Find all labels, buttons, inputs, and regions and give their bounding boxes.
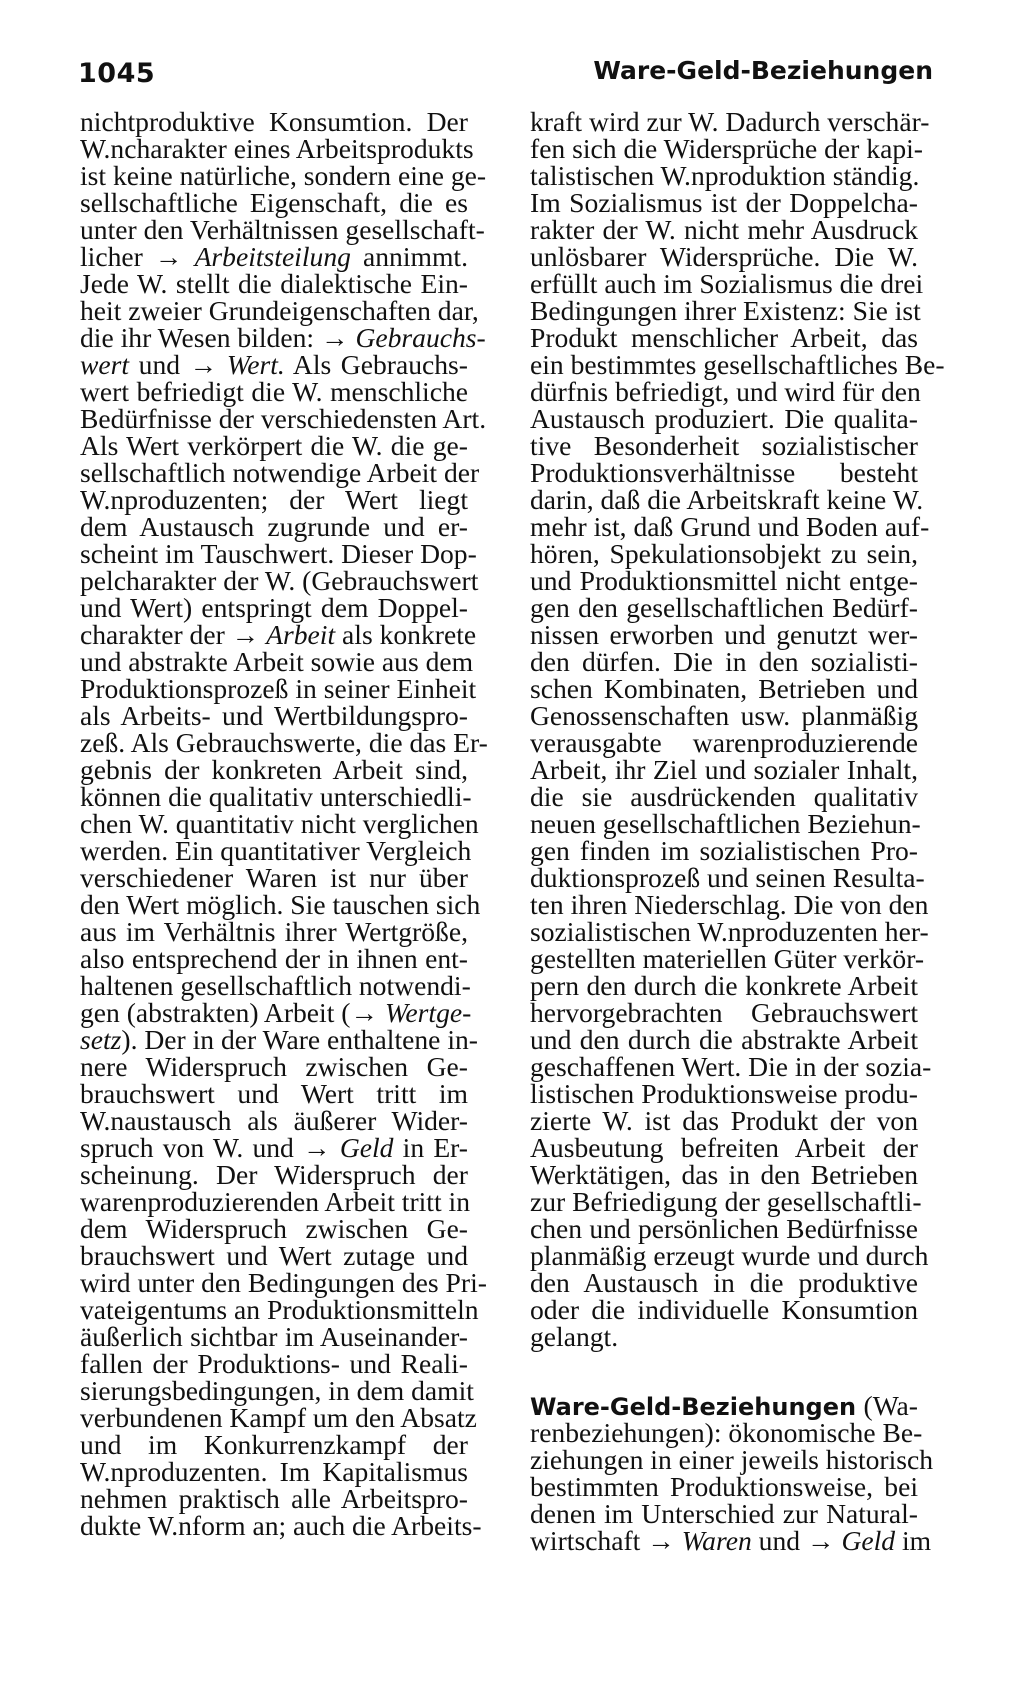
text-line: wert befriedigt die W. menschliche <box>80 376 468 407</box>
text-line: pern den durch die konkrete Arbeit <box>530 970 918 1001</box>
text-line: denen im Unterschied zur Natural- <box>530 1498 918 1529</box>
text-line: verausgabte warenproduzierende <box>530 727 918 758</box>
text-line: und im Konkurrenzkampf der <box>80 1429 468 1460</box>
text-line: listischen Produktionsweise produ- <box>530 1078 918 1109</box>
text-line: Bedürfnisse der verschiedensten Art. <box>80 403 487 434</box>
text-line: bestimmten Produktionsweise, bei <box>530 1471 918 1502</box>
right-text-column <box>530 106 945 1556</box>
text-line: Bedingungen ihrer Existenz: Sie ist <box>530 295 921 326</box>
text-line: nere Widerspruch zwischen Ge- <box>80 1051 468 1082</box>
text-line: sierungsbedingungen, in dem damit <box>80 1375 474 1406</box>
text-line: werden. Ein quantitativer Vergleich <box>80 835 472 866</box>
entry-first-line-rest: (Wa- <box>863 1390 918 1421</box>
text-line: ziehungen in einer jeweils historisch <box>530 1444 934 1475</box>
text-line: und abstrakte Arbeit sowie aus dem <box>80 646 474 677</box>
running-head: Ware-Geld-Beziehungen <box>593 56 933 85</box>
text-line: talistischen W.nproduktion ständig. <box>530 160 920 191</box>
text-line: darin, daß die Arbeitskraft keine W. <box>530 484 924 515</box>
entry-separator <box>530 1350 918 1392</box>
text-line: Im Sozialismus ist der Doppelcha- <box>530 187 918 218</box>
text-line: Ausbeutung befreiten Arbeit der <box>530 1132 918 1163</box>
text-line: den Austausch in die produktive <box>530 1267 918 1298</box>
text-line: hervorgebrachten Gebrauchswert <box>530 997 918 1028</box>
text-line: nissen erworben und genutzt wer- <box>530 619 918 650</box>
text-line: verbundenen Kampf um den Absatz <box>80 1402 477 1433</box>
text-line: nehmen praktisch alle Arbeitspro- <box>80 1483 468 1514</box>
text-line: renbeziehungen): ökonomische Be- <box>530 1417 923 1448</box>
text-line: oder die individuelle Konsumtion <box>530 1294 918 1325</box>
text-line: warenproduzierenden Arbeit tritt in <box>80 1186 471 1217</box>
text-line: gebnis der konkreten Arbeit sind, <box>80 754 468 785</box>
entry-body <box>530 1417 934 1556</box>
text-line: äußerlich sichtbar im Auseinander- <box>80 1321 468 1352</box>
text-line: charakter der → Arbeit als konkrete <box>80 619 477 650</box>
text-line: W.nproduzenten; der Wert liegt <box>80 484 468 515</box>
text-line: scheinung. Der Widerspruch der <box>80 1159 468 1190</box>
text-line: W.naustausch als äußerer Wider- <box>80 1105 468 1136</box>
text-line: ten ihren Niederschlag. Die von den <box>530 889 929 920</box>
text-line: sellschaftlich notwendige Arbeit der <box>80 457 480 488</box>
text-line: unlösbarer Widersprüche. Die W. <box>530 241 918 272</box>
text-line: und Wert) entspringt dem Doppel- <box>80 592 468 623</box>
text-line: licher → Arbeitsteilung annimmt. <box>80 241 468 272</box>
text-line: Arbeit, ihr Ziel und sozialer Inhalt, <box>530 754 918 785</box>
text-line: heit zweier Grundeigenschaften dar, <box>80 295 479 326</box>
text-line: ist keine natürliche, sondern eine ge- <box>80 160 487 191</box>
page-number: 1045 <box>78 58 156 89</box>
text-line: verschiedener Waren ist nur über <box>80 862 468 893</box>
text-line: wert und → Wert. Als Gebrauchs- <box>80 349 468 380</box>
text-line: schen Kombinaten, Betrieben und <box>530 673 918 704</box>
text-line: planmäßig erzeugt wurde und durch <box>530 1240 929 1271</box>
text-line: als Arbeits- und Wertbildungspro- <box>80 700 468 731</box>
text-line: sozialistischen W.nproduzenten her- <box>530 916 929 947</box>
text-line: und Produktionsmittel nicht entge- <box>530 565 918 596</box>
text-line: duktionsprozeß und seinen Resulta- <box>530 862 925 893</box>
text-line: kraft wird zur W. Dadurch verschär- <box>530 106 930 137</box>
text-line: ein bestimmtes gesellschaftliches Be- <box>530 349 945 380</box>
text-line: hören, Spekulationsobjekt zu sein, <box>530 538 918 569</box>
text-line: gen den gesellschaftlichen Bedürf- <box>530 592 918 623</box>
text-line: rakter der W. nicht mehr Ausdruck <box>530 214 918 245</box>
text-line: unter den Verhältnissen gesellschaft- <box>80 214 485 245</box>
text-line: die ihr Wesen bilden: → Gebrauchs- <box>80 322 486 353</box>
text-line: wirtschaft → Waren und → Geld im <box>530 1525 932 1556</box>
text-line: die sie ausdrückenden qualitativ <box>530 781 918 812</box>
text-line: Genossenschaften usw. planmäßig <box>530 700 918 731</box>
text-line: zeß. Als Gebrauchswerte, die das Er- <box>80 727 488 758</box>
text-line: mehr ist, daß Grund und Boden auf- <box>530 511 930 542</box>
text-line: gen finden im sozialistischen Pro- <box>530 835 918 866</box>
text-line: chen W. quantitativ nicht verglichen <box>80 808 479 839</box>
text-line: Produkt menschlicher Arbeit, das <box>530 322 918 353</box>
text-line: sellschaftliche Eigenschaft, die es <box>80 187 468 218</box>
text-line: Produktionsverhältnisse besteht <box>530 457 918 488</box>
text-line: zur Befriedigung der gesellschaftli- <box>530 1186 922 1217</box>
text-line: geschaffenen Wert. Die in der sozia- <box>530 1051 932 1082</box>
left-text-column <box>80 106 488 1541</box>
text-line: zierte W. ist das Produkt der von <box>530 1105 918 1136</box>
text-line: setz). Der in der Ware enthaltene in- <box>80 1024 478 1055</box>
text-line: brauchswert und Wert zutage und <box>80 1240 468 1271</box>
continued-entry-text <box>530 106 945 1352</box>
text-line: den dürfen. Die in den sozialisti- <box>530 646 918 677</box>
text-line: aus im Verhältnis ihrer Wertgröße, <box>80 916 468 947</box>
text-line: spruch von W. und → Geld in Er- <box>80 1132 468 1163</box>
text-line: W.nproduzenten. Im Kapitalismus <box>80 1456 468 1487</box>
text-line: gelangt. <box>530 1321 619 1352</box>
text-line: chen und persönlichen Bedürfnisse <box>530 1213 918 1244</box>
entry-first-line <box>530 1392 918 1419</box>
text-line: den Wert möglich. Sie tauschen sich <box>80 889 481 920</box>
text-line: haltenen gesellschaftlich notwendi- <box>80 970 471 1001</box>
text-line: vateigentums an Produktionsmitteln <box>80 1294 479 1325</box>
text-line: dem Austausch zugrunde und er- <box>80 511 468 542</box>
text-line: Werktätigen, das in den Betrieben <box>530 1159 918 1190</box>
text-line: wird unter den Bedingungen des Pri- <box>80 1267 487 1298</box>
text-line: neuen gesellschaftlichen Beziehun- <box>530 808 921 839</box>
text-line: nichtproduktive Konsumtion. Der <box>80 106 468 137</box>
text-line: können die qualitativ unterschiedli- <box>80 781 472 812</box>
text-line: Als Wert verkörpert die W. die ge- <box>80 430 468 461</box>
text-line: tive Besonderheit sozialistischer <box>530 430 918 461</box>
text-line: scheint im Tauschwert. Dieser Dop- <box>80 538 477 569</box>
text-line: gen (abstrakten) Arbeit (→ Wertge- <box>80 997 472 1028</box>
text-line: dürfnis befriedigt, und wird für den <box>530 376 921 407</box>
entry-headword: Ware-Geld-Beziehungen <box>530 1393 857 1421</box>
text-line: fen sich die Widersprüche der kapi- <box>530 133 923 164</box>
text-line: erfüllt auch im Sozialismus die drei <box>530 268 924 299</box>
text-line: dukte W.nform an; auch die Arbeits- <box>80 1510 482 1541</box>
text-line: W.ncharakter eines Arbeitsprodukts <box>80 133 474 164</box>
text-line: also entsprechend der in ihnen ent- <box>80 943 468 974</box>
text-line: dem Widerspruch zwischen Ge- <box>80 1213 468 1244</box>
text-line: Produktionsprozeß in seiner Einheit <box>80 673 477 704</box>
text-line: fallen der Produktions- und Reali- <box>80 1348 468 1379</box>
text-line: pelcharakter der W. (Gebrauchswert <box>80 565 479 596</box>
text-line: Jede W. stellt die dialektische Ein- <box>80 268 468 299</box>
text-line: gestellten materiellen Güter verkör- <box>530 943 925 974</box>
text-line: Austausch produziert. Die qualita- <box>530 403 918 434</box>
text-line: brauchswert und Wert tritt im <box>80 1078 468 1109</box>
text-line: und den durch die abstrakte Arbeit <box>530 1024 918 1055</box>
